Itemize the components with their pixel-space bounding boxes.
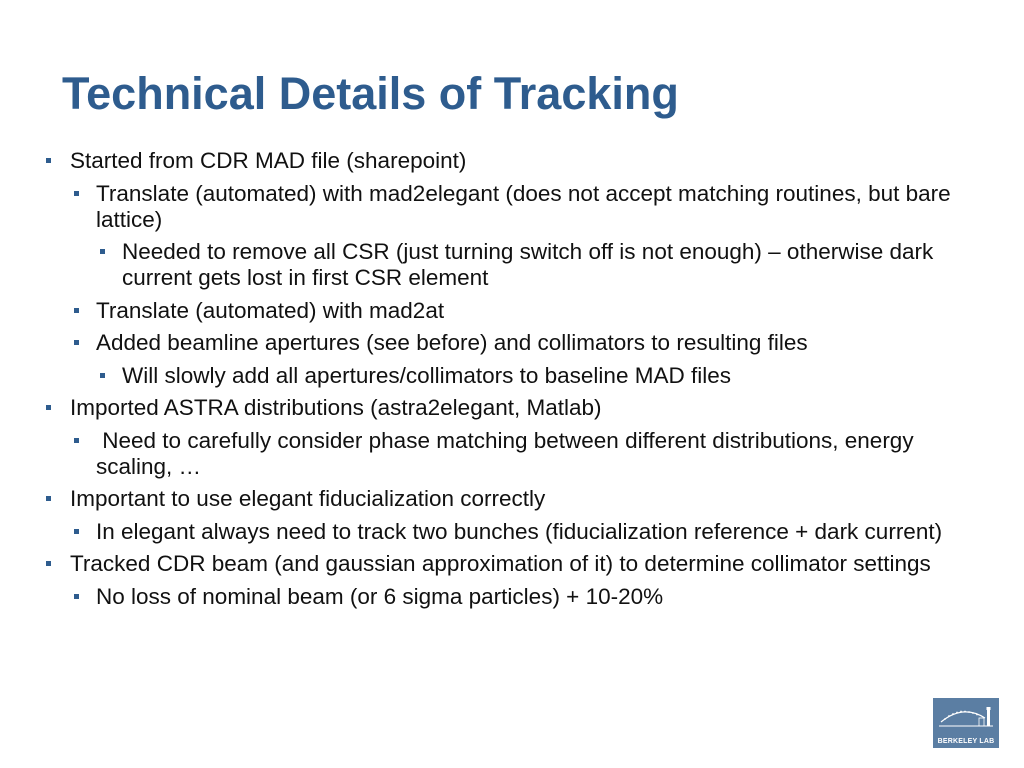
bullet-text: Translate (automated) with mad2at <box>96 297 445 323</box>
square-bullet-icon <box>46 496 51 501</box>
bullet-item <box>0 330 1000 356</box>
square-bullet-icon <box>74 308 79 313</box>
bullet-text: In elegant always need to track two bunches (fiducialization reference + dark current) <box>96 518 943 544</box>
square-bullet-icon <box>46 158 51 163</box>
bullet-text: Needed to remove all CSR (just turning switch off is not enough) – otherwise dark current gets lost in first CSR element <box>122 239 934 290</box>
square-bullet-icon <box>74 340 79 345</box>
bullet-item <box>0 298 1000 324</box>
logo-text: BERKELEY LAB <box>937 738 995 745</box>
bullet-item <box>0 519 1000 545</box>
slide-title: Technical Details of Tracking <box>62 68 679 119</box>
bullet-text: Important to use elegant fiducialization correctly <box>70 486 546 511</box>
bullet-item <box>0 486 1000 512</box>
bullet-text: Imported ASTRA distributions (astra2elegant, Matlab) <box>70 395 602 420</box>
bullet-item <box>0 584 1000 610</box>
bullet-text: Started from CDR MAD file (sharepoint) <box>70 148 467 173</box>
square-bullet-icon <box>74 594 79 599</box>
bullet-list <box>0 148 1000 616</box>
bullet-item <box>0 239 1000 291</box>
berkeley-lab-logo <box>933 698 999 748</box>
bullet-item <box>0 551 1000 577</box>
bullet-item <box>0 148 1000 174</box>
square-bullet-icon <box>100 373 105 378</box>
square-bullet-icon <box>74 191 79 196</box>
bullet-text: No loss of nominal beam (or 6 sigma particles) + 10-20% <box>96 583 664 609</box>
bullet-item <box>0 395 1000 421</box>
bullet-text: Need to carefully consider phase matching between different distributions, energy scaling, … <box>96 427 920 479</box>
bullet-text: Tracked CDR beam (and gaussian approximation of it) to determine collimator settings <box>70 551 931 576</box>
square-bullet-icon <box>74 529 79 534</box>
bullet-item <box>0 363 1000 389</box>
square-bullet-icon <box>46 405 51 410</box>
square-bullet-icon <box>100 249 105 254</box>
bullet-text: Translate (automated) with mad2elegant (does not accept matching routines, but bare lattice) <box>96 180 951 232</box>
bullet-item <box>0 428 1000 480</box>
bullet-text: Added beamline apertures (see before) and collimators to resulting files <box>96 330 808 355</box>
bullet-text: Will slowly add all apertures/collimators to baseline MAD files <box>122 362 731 388</box>
berkeley-lab-building-icon <box>933 698 999 736</box>
square-bullet-icon <box>46 561 51 566</box>
bullet-item <box>0 181 1000 233</box>
square-bullet-icon <box>74 438 79 443</box>
